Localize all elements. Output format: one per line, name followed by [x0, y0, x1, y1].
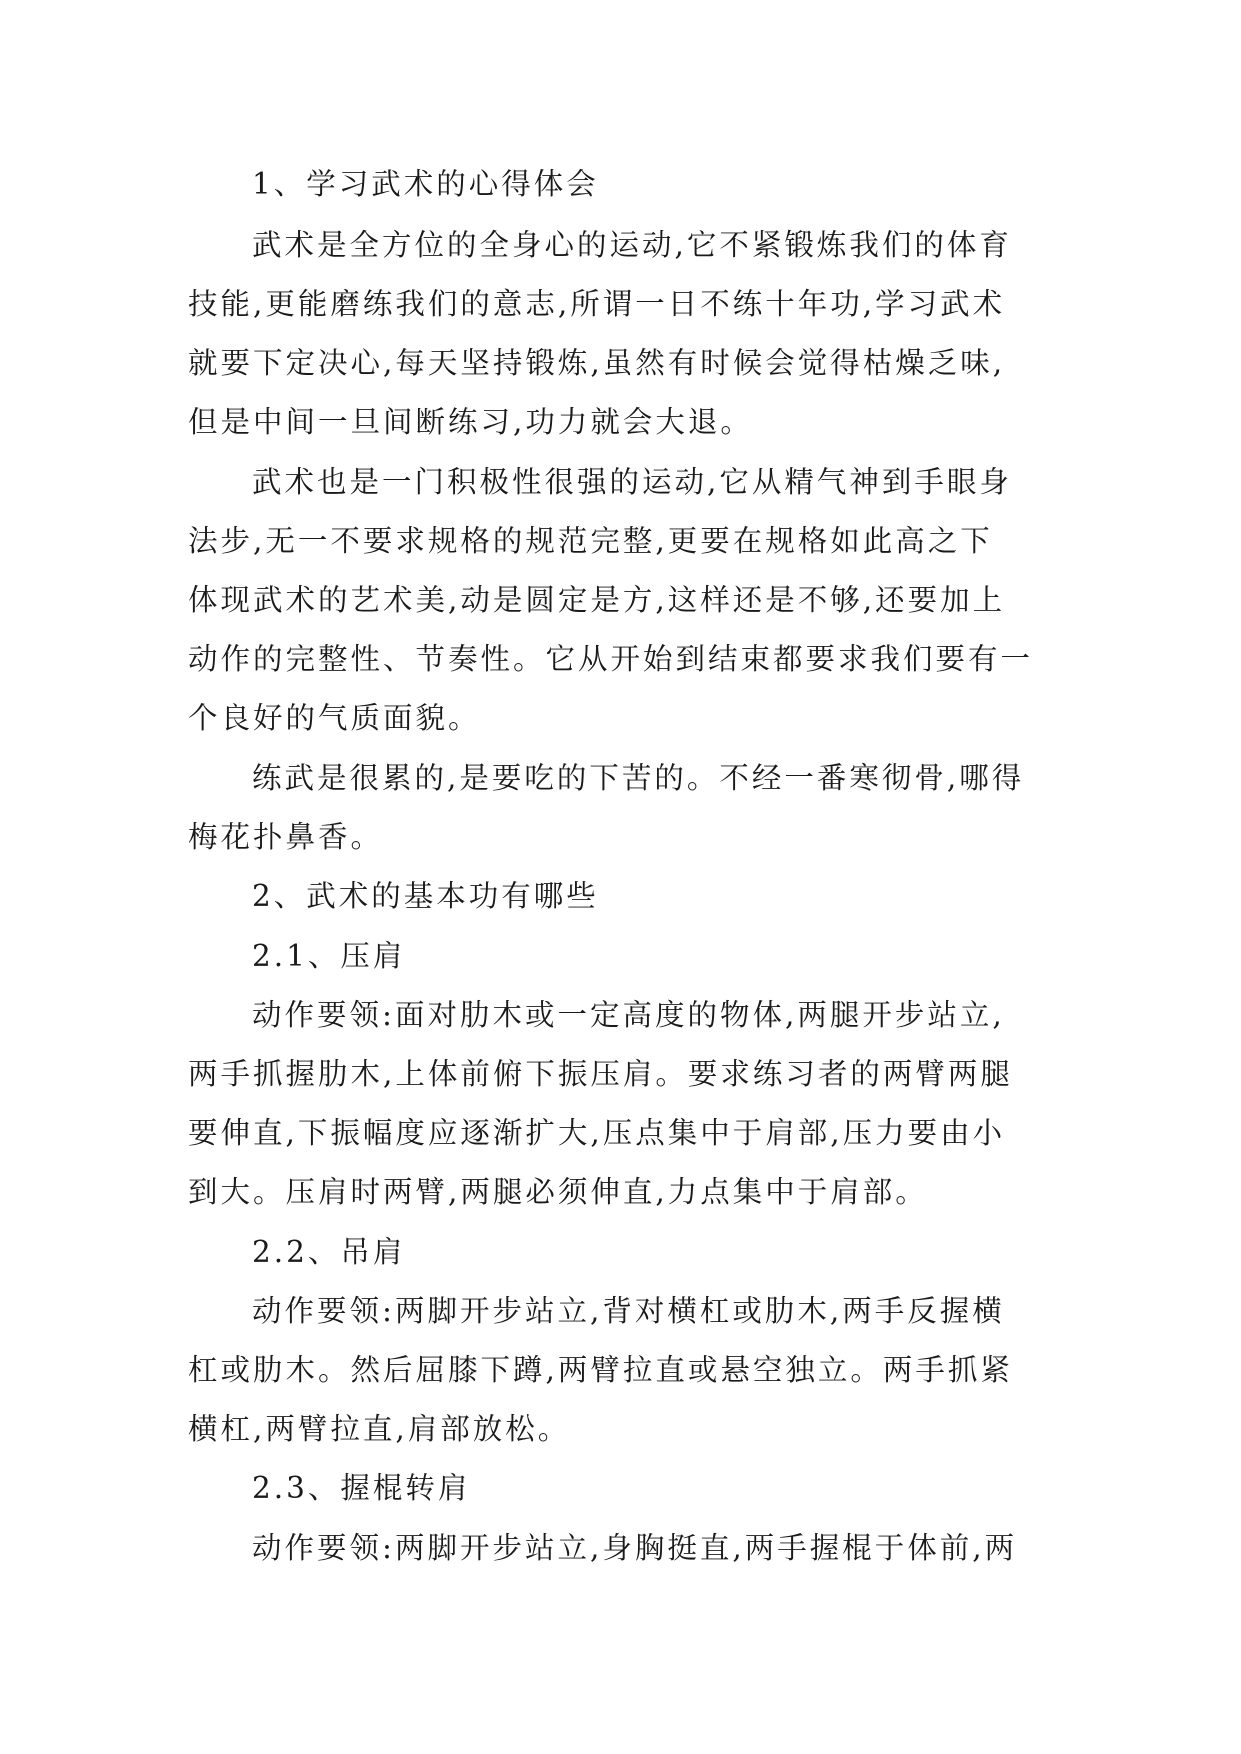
section-heading-2: 2、武术的基本功有哪些: [252, 879, 599, 913]
subsection-heading-2-1: 2.1、压肩: [252, 939, 406, 973]
paragraph-line: 动作的完整性、节奏性。它从开始到结束都要求我们要有一: [188, 642, 1034, 676]
paragraph-line: 到大。压肩时两臂,两腿必须伸直,力点集中于肩部。: [188, 1175, 928, 1209]
paragraph-line: 体现武术的艺术美,动是圆定是方,这样还是不够,还要加上: [188, 583, 1006, 617]
paragraph-line: 两手抓握肋木,上体前俯下振压肩。要求练习者的两臂两腿: [188, 1057, 1013, 1091]
paragraph-line: 杠或肋木。然后屈膝下蹲,两臂拉直或悬空独立。两手抓紧: [188, 1353, 1013, 1387]
paragraph-line: 练武是很累的,是要吃的下苦的。不经一番寒彻骨,哪得: [252, 761, 1025, 795]
paragraph-line: 就要下定决心,每天坚持锻炼,虽然有时候会觉得枯燥乏味,: [188, 346, 1006, 380]
paragraph-line: 横杠,两臂拉直,肩部放松。: [188, 1412, 571, 1446]
subsection-heading-2-3: 2.3、握棍转肩: [252, 1471, 471, 1505]
paragraph-line: 武术也是一门积极性很强的运动,它从精气神到手眼身: [252, 465, 1012, 499]
subsection-heading-2-2: 2.2、吊肩: [252, 1235, 406, 1269]
paragraph-line: 梅花扑鼻香。: [188, 820, 384, 854]
paragraph-line: 动作要领:两脚开步站立,背对横杠或肋木,两手反握横: [252, 1294, 1005, 1328]
paragraph-line: 个良好的气质面貌。: [188, 701, 481, 735]
paragraph-line: 动作要领:两脚开步站立,身胸挺直,两手握棍于体前,两: [252, 1531, 1018, 1565]
paragraph-line: 但是中间一旦间断练习,功力就会大退。: [188, 405, 753, 439]
paragraph-line: 动作要领:面对肋木或一定高度的物体,两腿开步站立,: [252, 998, 1005, 1032]
paragraph-line: 技能,更能磨练我们的意志,所谓一日不练十年功,学习武术: [188, 287, 1006, 321]
section-heading-1: 1、学习武术的心得体会: [252, 167, 599, 201]
paragraph-line: 法步,无一不要求规格的规范完整,更要在规格如此高之下: [188, 524, 993, 558]
paragraph-line: 要伸直,下振幅度应逐渐扩大,压点集中于肩部,压力要由小: [188, 1116, 1006, 1150]
paragraph-line: 武术是全方位的全身心的运动,它不紧锻炼我们的体育: [252, 228, 1012, 262]
